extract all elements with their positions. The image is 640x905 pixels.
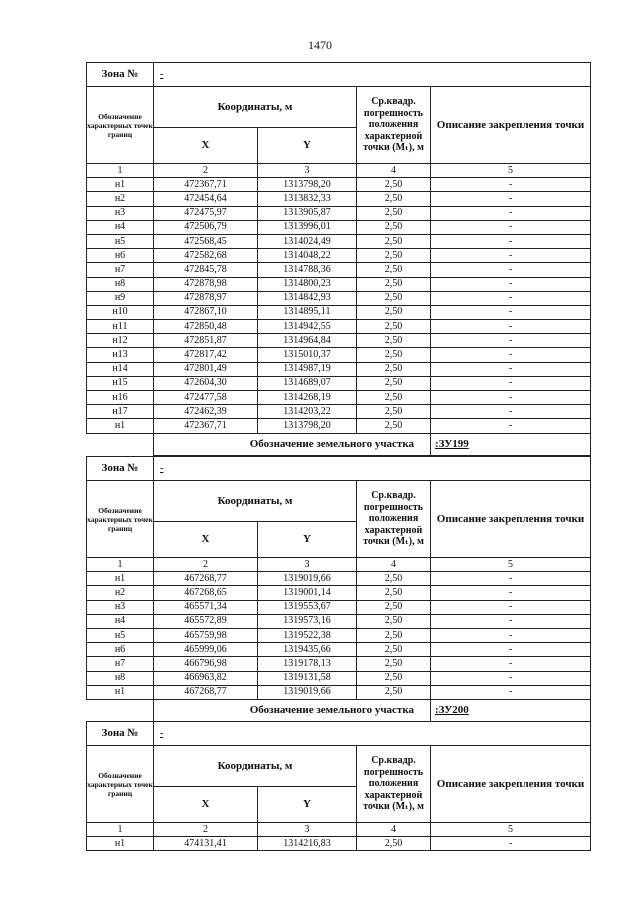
table-row (87, 348, 591, 362)
y-value: 1319178,13 (258, 657, 357, 671)
error-value: 2,50 (357, 192, 431, 206)
error-value: 2,50 (357, 320, 431, 334)
y-value: 1314216,83 (258, 837, 357, 851)
description-value: - (431, 277, 591, 291)
x-value: 467268,77 (154, 685, 258, 699)
point-name: н2 (87, 586, 154, 600)
point-name: н1 (87, 572, 154, 586)
header-description: Описание закрепления точки (431, 746, 591, 823)
error-value: 2,50 (357, 291, 431, 305)
coordinates-table-1 (86, 62, 591, 456)
data-rows (87, 178, 591, 433)
description-value: - (431, 348, 591, 362)
error-value: 2,50 (357, 405, 431, 419)
y-value: 1314800,23 (258, 277, 357, 291)
table-row (87, 320, 591, 334)
x-value: 472817,42 (154, 348, 258, 362)
point-name: н15 (87, 376, 154, 390)
point-name: н6 (87, 643, 154, 657)
column-number: 5 (431, 164, 591, 178)
x-value: 467268,77 (154, 572, 258, 586)
x-value: 472604,30 (154, 376, 258, 390)
x-value: 472867,10 (154, 305, 258, 319)
point-name: н1 (87, 837, 154, 851)
column-numbers (87, 558, 591, 572)
error-value: 2,50 (357, 837, 431, 851)
header-error: Ср.квадр. погрешность положения характерной точки (Мₜ), м (357, 87, 431, 164)
column-number: 5 (431, 558, 591, 572)
x-value: 465572,89 (154, 614, 258, 628)
y-value: 1313798,20 (258, 178, 357, 192)
y-value: 1319001,14 (258, 586, 357, 600)
point-name: н14 (87, 362, 154, 376)
table-row (87, 234, 591, 248)
column-number: 1 (87, 823, 154, 837)
table-row (87, 277, 591, 291)
header-description: Описание закрепления точки (431, 87, 591, 164)
point-name: н8 (87, 277, 154, 291)
column-number: 2 (154, 823, 258, 837)
y-value: 1314842,93 (258, 291, 357, 305)
point-name: н5 (87, 234, 154, 248)
table-row (87, 391, 591, 405)
y-value: 1314964,84 (258, 334, 357, 348)
y-value: 1314788,36 (258, 263, 357, 277)
table-row (87, 614, 591, 628)
error-value: 2,50 (357, 277, 431, 291)
description-value: - (431, 628, 591, 642)
header-y: Y (258, 522, 357, 558)
y-value: 1313996,01 (258, 220, 357, 234)
point-name: н1 (87, 419, 154, 433)
y-value: 1313798,20 (258, 419, 357, 433)
point-name: н7 (87, 263, 154, 277)
column-number: 4 (357, 823, 431, 837)
description-value: - (431, 600, 591, 614)
description-value: - (431, 206, 591, 220)
y-value: 1319019,66 (258, 685, 357, 699)
description-value: - (431, 192, 591, 206)
zone-label: Зона № (87, 722, 154, 746)
header-description: Описание закрепления точки (431, 481, 591, 558)
error-value: 2,50 (357, 234, 431, 248)
y-value: 1319573,16 (258, 614, 357, 628)
column-number: 4 (357, 164, 431, 178)
page-number: 1470 (308, 38, 332, 52)
error-value: 2,50 (357, 391, 431, 405)
x-value: 466796,98 (154, 657, 258, 671)
table-row (87, 837, 591, 851)
point-name: н13 (87, 348, 154, 362)
error-value: 2,50 (357, 643, 431, 657)
description-value: - (431, 249, 591, 263)
description-value: - (431, 837, 591, 851)
header-x: X (154, 128, 258, 164)
point-name: н3 (87, 600, 154, 614)
description-value: - (431, 405, 591, 419)
column-numbers-row (87, 823, 591, 837)
error-value: 2,50 (357, 628, 431, 642)
header-x: X (154, 522, 258, 558)
column-number: 1 (87, 164, 154, 178)
header-coordinates: Координаты, м (154, 481, 357, 522)
point-name: н5 (87, 628, 154, 642)
description-value: - (431, 671, 591, 685)
y-value: 1319522,38 (258, 628, 357, 642)
x-value: 472506,79 (154, 220, 258, 234)
table-row (87, 362, 591, 376)
point-name: н10 (87, 305, 154, 319)
description-value: - (431, 305, 591, 319)
y-value: 1319553,67 (258, 600, 357, 614)
coordinates-table-3 (86, 721, 591, 851)
table-row (87, 600, 591, 614)
column-number: 2 (154, 558, 258, 572)
zone-label: Зона № (87, 63, 154, 87)
description-value: - (431, 291, 591, 305)
header-coordinates: Координаты, м (154, 87, 357, 128)
table-row (87, 376, 591, 390)
table-row (87, 291, 591, 305)
error-value: 2,50 (357, 263, 431, 277)
data-rows (87, 837, 591, 851)
column-number: 3 (258, 823, 357, 837)
column-number: 1 (87, 558, 154, 572)
error-value: 2,50 (357, 600, 431, 614)
description-value: - (431, 234, 591, 248)
parcel-label: Обозначение земельного участка (154, 699, 431, 721)
table-row (87, 305, 591, 319)
x-value: 472477,58 (154, 391, 258, 405)
column-number: 5 (431, 823, 591, 837)
error-value: 2,50 (357, 220, 431, 234)
error-value: 2,50 (357, 305, 431, 319)
x-value: 472454,64 (154, 192, 258, 206)
column-number: 2 (154, 164, 258, 178)
y-value: 1315010,37 (258, 348, 357, 362)
coordinates-table-2 (86, 456, 591, 722)
point-name: н16 (87, 391, 154, 405)
description-value: - (431, 391, 591, 405)
error-value: 2,50 (357, 685, 431, 699)
table-row (87, 419, 591, 433)
x-value: 472367,71 (154, 419, 258, 433)
x-value: 472801,49 (154, 362, 258, 376)
x-value: 472878,97 (154, 291, 258, 305)
parcel-label: Обозначение земельного участка (154, 433, 431, 455)
point-name: н3 (87, 206, 154, 220)
x-value: 472475,97 (154, 206, 258, 220)
error-value: 2,50 (357, 586, 431, 600)
description-value: - (431, 572, 591, 586)
y-value: 1314689,07 (258, 376, 357, 390)
point-name: н11 (87, 320, 154, 334)
table-row (87, 657, 591, 671)
x-value: 472582,68 (154, 249, 258, 263)
error-value: 2,50 (357, 206, 431, 220)
table-row (87, 685, 591, 699)
point-name: н6 (87, 249, 154, 263)
error-value: 2,50 (357, 249, 431, 263)
table-row (87, 192, 591, 206)
table-row (87, 628, 591, 642)
y-value: 1319435,66 (258, 643, 357, 657)
zone-value: - (154, 722, 591, 746)
x-value: 472878,98 (154, 277, 258, 291)
table-row (87, 249, 591, 263)
table-row (87, 178, 591, 192)
table-row (87, 334, 591, 348)
y-value: 1314203,22 (258, 405, 357, 419)
x-value: 472845,78 (154, 263, 258, 277)
point-name: н9 (87, 291, 154, 305)
x-value: 472568,45 (154, 234, 258, 248)
description-value: - (431, 685, 591, 699)
point-name: н4 (87, 614, 154, 628)
y-value: 1319019,66 (258, 572, 357, 586)
point-name: н17 (87, 405, 154, 419)
error-value: 2,50 (357, 362, 431, 376)
point-name: н1 (87, 178, 154, 192)
x-value: 465759,98 (154, 628, 258, 642)
header-x: X (154, 787, 258, 823)
point-name: н12 (87, 334, 154, 348)
description-value: - (431, 320, 591, 334)
description-value: - (431, 657, 591, 671)
column-numbers-row (87, 164, 591, 178)
column-numbers (87, 823, 591, 837)
description-value: - (431, 334, 591, 348)
error-value: 2,50 (357, 348, 431, 362)
description-value: - (431, 263, 591, 277)
error-value: 2,50 (357, 614, 431, 628)
description-value: - (431, 178, 591, 192)
x-value: 467268,65 (154, 586, 258, 600)
header-y: Y (258, 128, 357, 164)
table-row (87, 586, 591, 600)
zone-value: - (154, 457, 591, 481)
header-points: Обозначение характерных точек границ (87, 481, 154, 558)
x-value: 466963,82 (154, 671, 258, 685)
point-name: н1 (87, 685, 154, 699)
x-value: 472462,39 (154, 405, 258, 419)
description-value: - (431, 362, 591, 376)
description-value: - (431, 614, 591, 628)
y-value: 1314895,11 (258, 305, 357, 319)
header-points: Обозначение характерных точек границ (87, 87, 154, 164)
table-row (87, 220, 591, 234)
x-value: 465999,06 (154, 643, 258, 657)
x-value: 472367,71 (154, 178, 258, 192)
x-value: 465571,34 (154, 600, 258, 614)
error-value: 2,50 (357, 376, 431, 390)
table-row (87, 263, 591, 277)
error-value: 2,50 (357, 657, 431, 671)
error-value: 2,50 (357, 419, 431, 433)
y-value: 1314942,55 (258, 320, 357, 334)
y-value: 1314987,19 (258, 362, 357, 376)
header-points: Обозначение характерных точек границ (87, 746, 154, 823)
parcel-value: :ЗУ200 (431, 699, 591, 721)
x-value: 472850,48 (154, 320, 258, 334)
error-value: 2,50 (357, 671, 431, 685)
description-value: - (431, 376, 591, 390)
y-value: 1319131,58 (258, 671, 357, 685)
header-y: Y (258, 787, 357, 823)
column-numbers (87, 164, 591, 178)
header-coordinates: Координаты, м (154, 746, 357, 787)
error-value: 2,50 (357, 178, 431, 192)
table-row (87, 643, 591, 657)
point-name: н2 (87, 192, 154, 206)
description-value: - (431, 586, 591, 600)
error-value: 2,50 (357, 334, 431, 348)
x-value: 474131,41 (154, 837, 258, 851)
header-error: Ср.квадр. погрешность положения характерной точки (Мₜ), м (357, 746, 431, 823)
y-value: 1313832,33 (258, 192, 357, 206)
column-numbers-row (87, 558, 591, 572)
error-value: 2,50 (357, 572, 431, 586)
data-rows (87, 572, 591, 700)
point-name: н8 (87, 671, 154, 685)
description-value: - (431, 220, 591, 234)
header-error: Ср.квадр. погрешность положения характерной точки (Мₜ), м (357, 481, 431, 558)
description-value: - (431, 643, 591, 657)
y-value: 1314024,49 (258, 234, 357, 248)
table-row (87, 405, 591, 419)
zone-value: - (154, 63, 591, 87)
x-value: 472851,87 (154, 334, 258, 348)
parcel-value: :ЗУ199 (431, 433, 591, 455)
zone-label: Зона № (87, 457, 154, 481)
column-number: 3 (258, 558, 357, 572)
point-name: н7 (87, 657, 154, 671)
table-row (87, 572, 591, 586)
table-row (87, 206, 591, 220)
point-name: н4 (87, 220, 154, 234)
column-number: 4 (357, 558, 431, 572)
column-number: 3 (258, 164, 357, 178)
table-row (87, 671, 591, 685)
y-value: 1313905,87 (258, 206, 357, 220)
description-value: - (431, 419, 591, 433)
y-value: 1314268,19 (258, 391, 357, 405)
y-value: 1314048,22 (258, 249, 357, 263)
